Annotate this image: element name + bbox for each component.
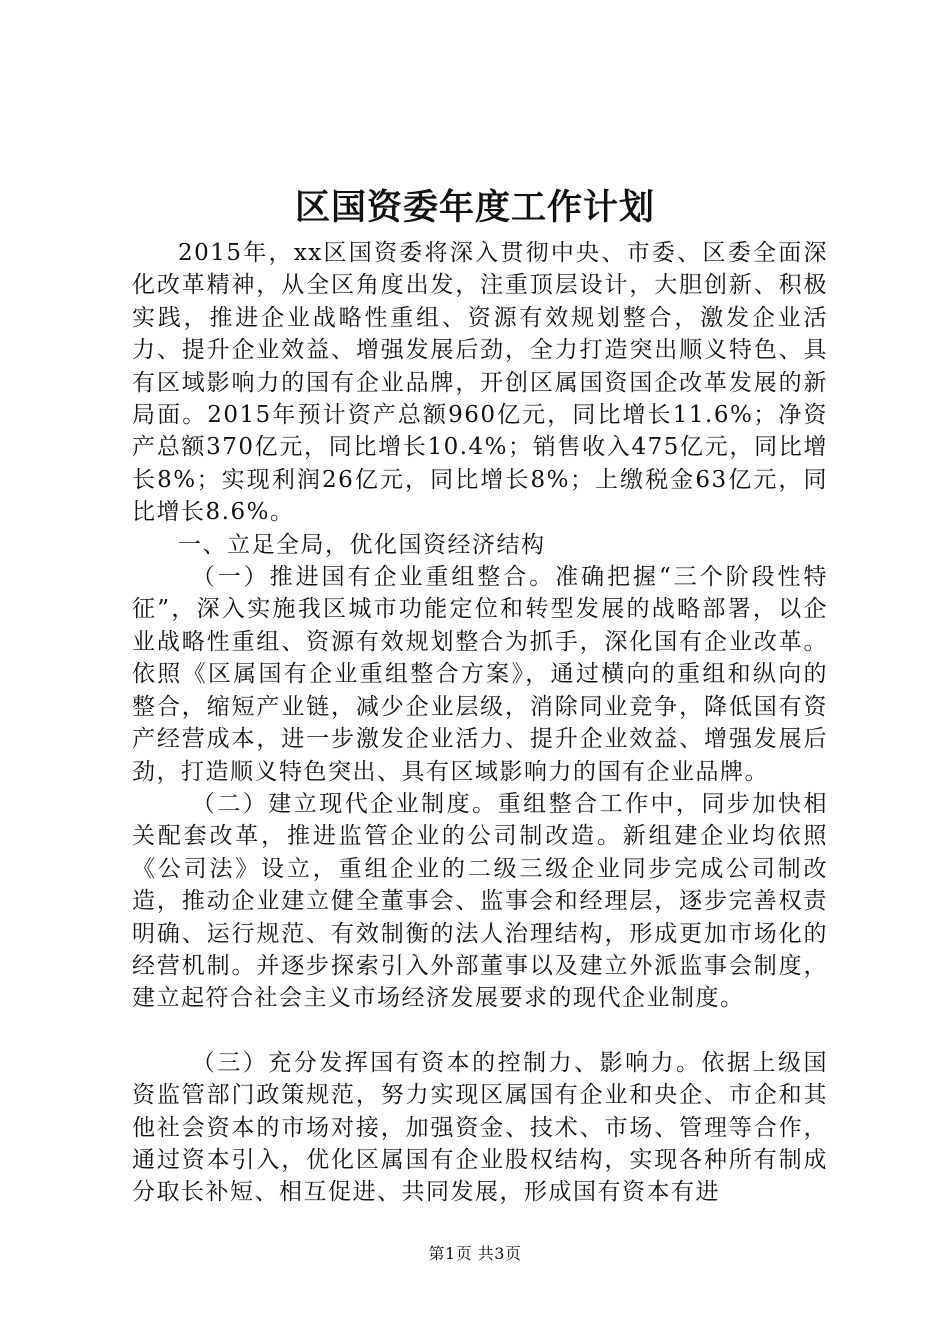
item-paragraph: （二）建立现代企业制度。重组整合工作中，同步加快相关配套改革，推进监管企业的公司制改造。新组建企业均依照《公司法》设立，重组企业的二级三级企业同步完成公司制改造，推动企业建立健全董事会、监事会和经理层，逐步完善权责明确、运行规范、有效制衡的法人治理结构，形成更加市场化的经营机制。并逐步探索引入外部董事以及建立外派监事会制度，建立起符合社会主义市场经济发展要求的现代企业制度。 xyxy=(132,790,828,1012)
document-body xyxy=(132,237,828,1209)
item-paragraph: （三）充分发挥国有资本的控制力、影响力。依据上级国资监管部门政策规范，努力实现区属国有企业和央企、市企和其他社会资本的市场对接，加强资金、技术、市场、管理等合作，通过资本引入，优化区属国有企业股权结构，实现各种所有制成分取长补短、相互促进、共同发展，形成国有资本有进 xyxy=(132,1049,828,1206)
page-footer: 第1页 共3页 xyxy=(428,1244,522,1263)
section-heading: 一、立足全局，优化国资经济结构 xyxy=(178,531,546,558)
intro-paragraph: 2015年，xx区国资委将深入贯彻中央、市委、区委全面深化改革精神，从全区角度出发，注重顶层设计，大胆创新、积极实践，推进企业战略性重组、资源有效规划整合，激发企业活力、提升企业效益、增强发展后劲，全力打造突出顺义特色、具有区域影响力的国有企业品牌，开创区属国资国企改革发展的新局面。2015年预计资产总额960亿元，同比增长11.6%；净资产总额370亿元，同比增长10.4%；销售收入475亿元，同比增长8%；实现利润26亿元，同比增长8%；上缴税金63亿元，同比增长8.6%。 xyxy=(132,240,828,526)
item-paragraph: （一）推进国有企业重组整合。准确把握“三个阶段性特征”，深入实施我区城市功能定位和转型发展的战略部署，以企业战略性重组、资源有效规划整合为抓手，深化国有企业改革。依照《区属国有企业重组整合方案》，通过横向的重组和纵向的整合，缩短产业链，减少企业层级，消除同业竞争，降低国有资产经营成本，进一步激发企业活力、提升企业效益、增强发展后劲，打造顺义特色突出、具有区域影响力的国有企业品牌。 xyxy=(132,564,828,785)
page-title: 区国资委年度工作计划 xyxy=(294,187,655,228)
